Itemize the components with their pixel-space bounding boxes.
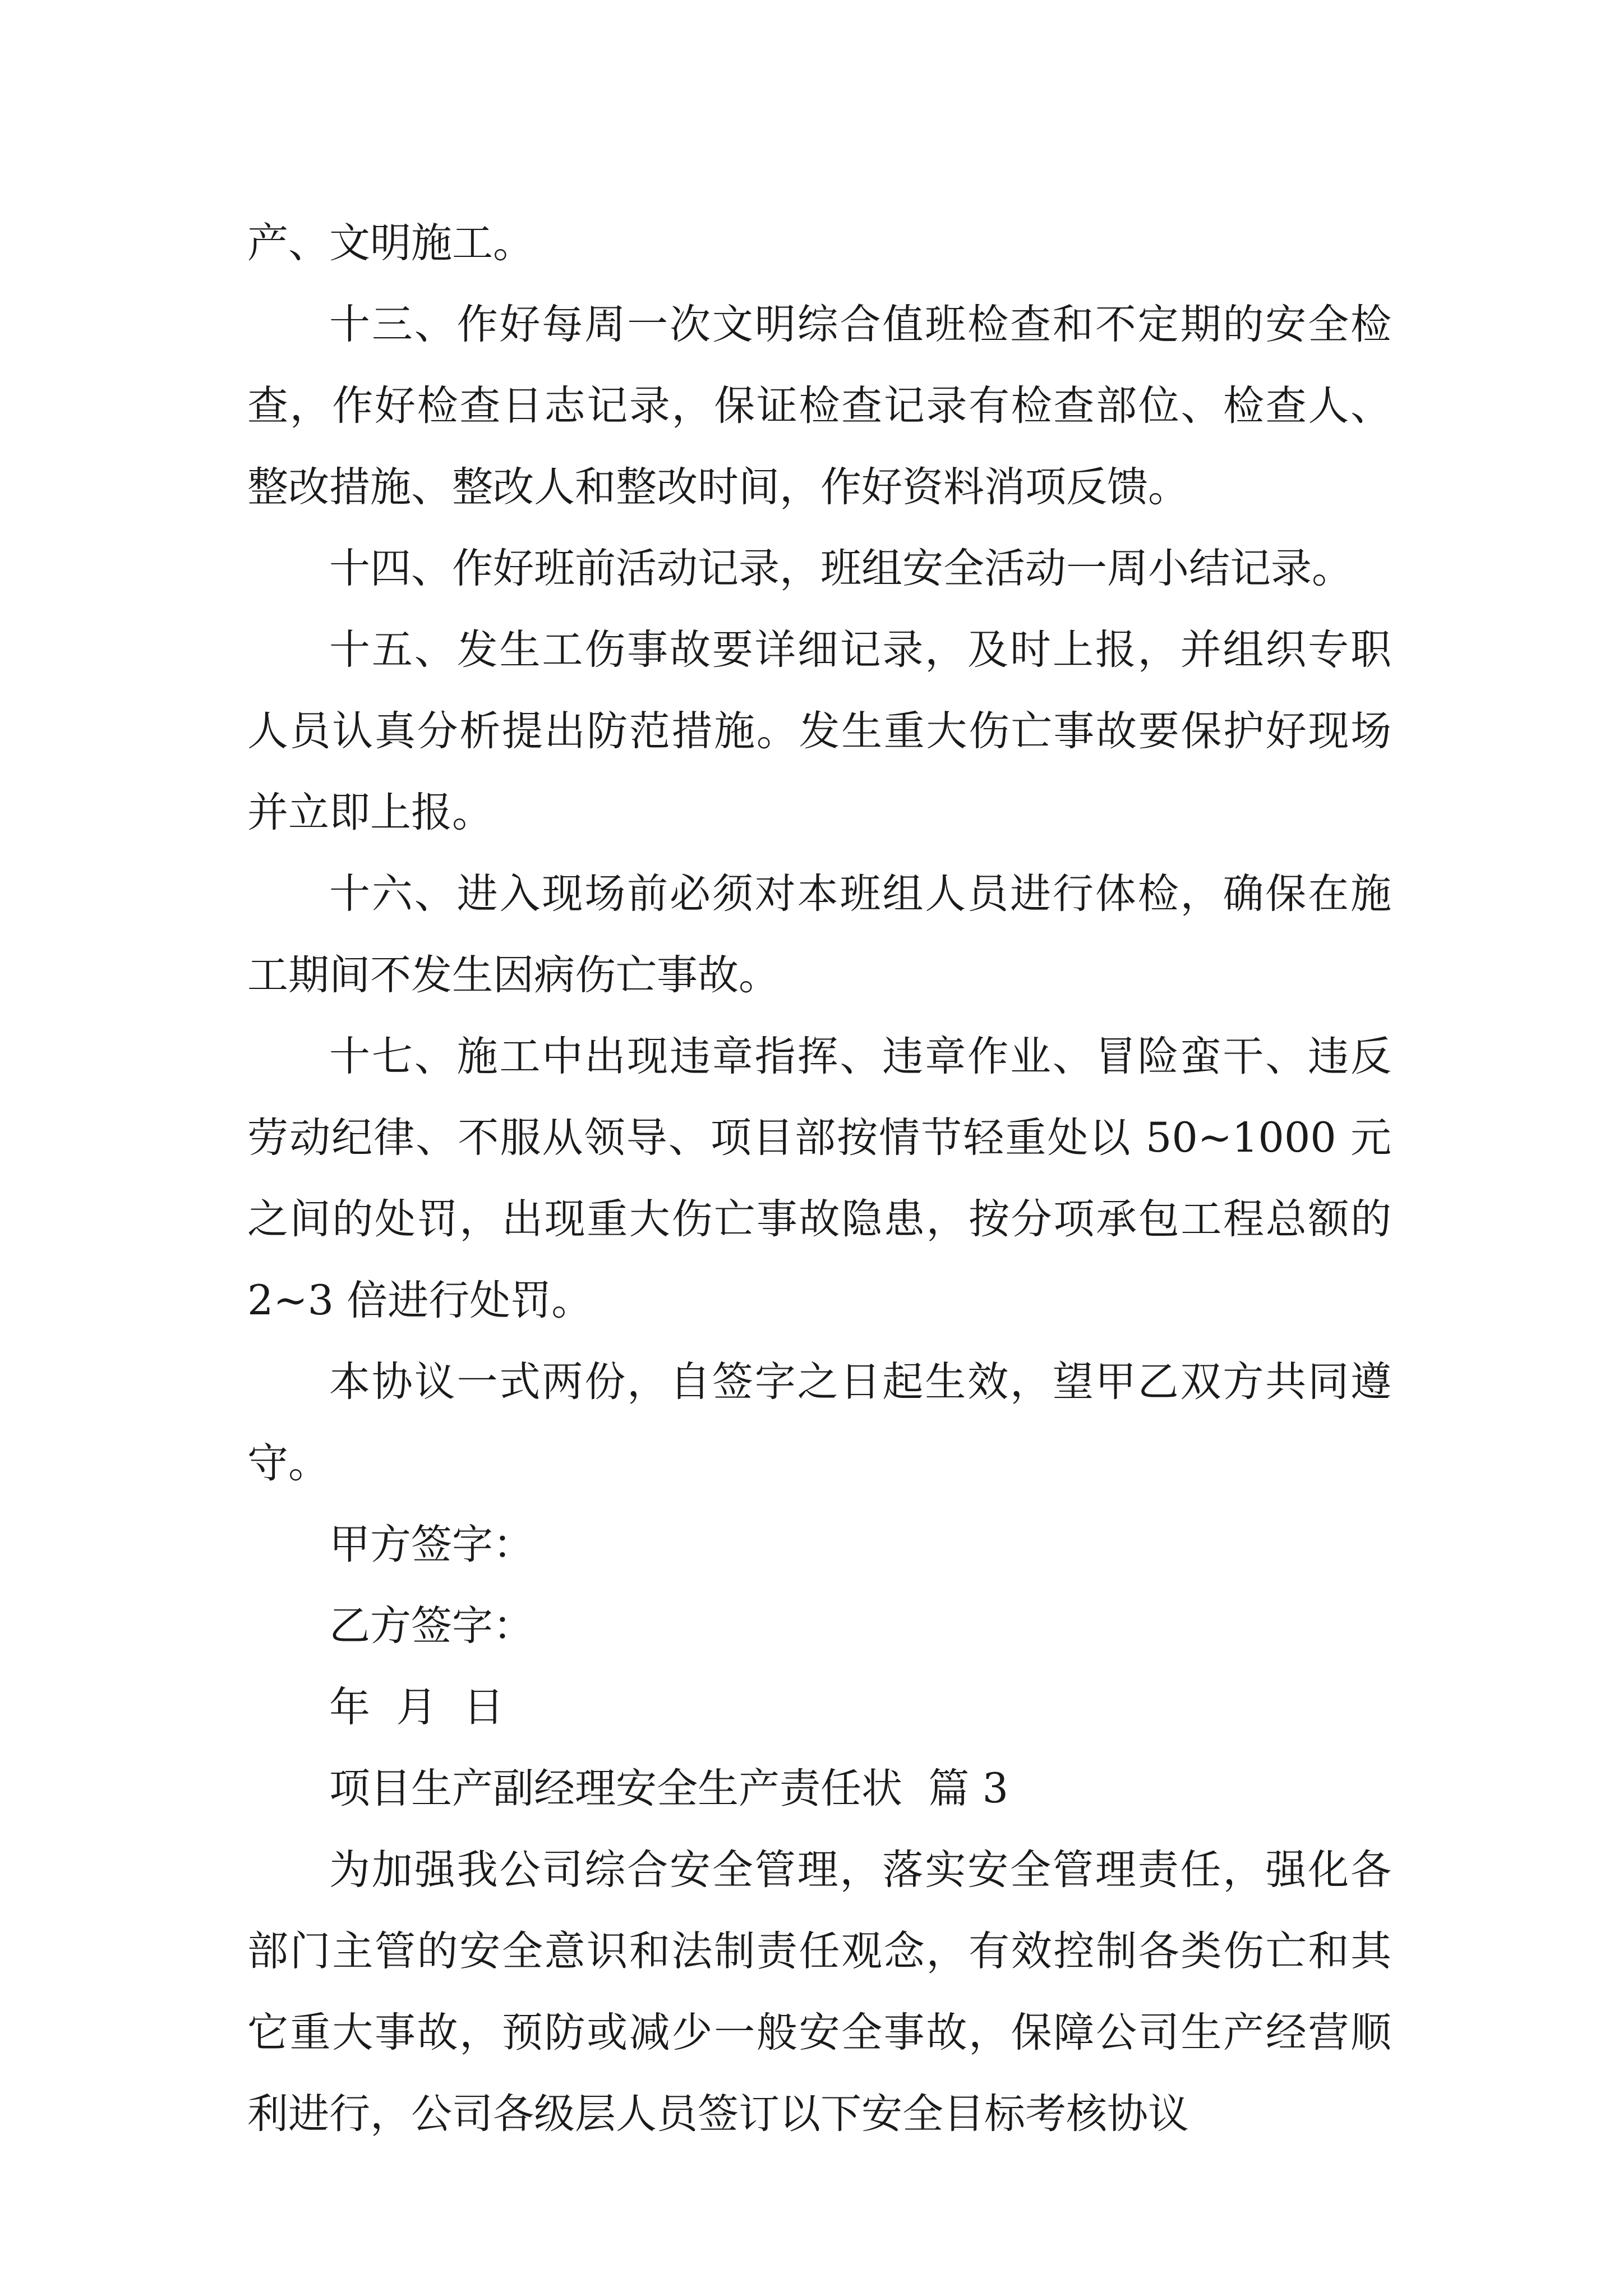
- document-body: [247, 203, 1391, 2155]
- signature-party-a: 甲方签字：: [329, 1521, 534, 1568]
- paragraph-continuation: 产、文明施工。: [247, 219, 534, 267]
- paragraph-clause-17: 十七、施工中出现违章指挥、违章作业、冒险蛮干、违反劳动纪律、不服从领导、项目部按情节轻重处以 50~1000 元之间的处罚，出现重大伤亡事故隐患，按分项承包工程总额的 2~3 倍进行处罚。: [247, 1033, 1391, 1324]
- section-heading: 项目生产副经理安全生产责任状 篇 3: [329, 1765, 1009, 1812]
- signature-party-b: 乙方签字：: [329, 1602, 534, 1650]
- paragraph-clause-15: 十五、发生工伤事故要详细记录，及时上报，并组织专职人员认真分析提出防范措施。发生重大伤亡事故要保护好现场并立即上报。: [247, 626, 1391, 836]
- paragraph-agreement-terms: 本协议一式两份，自签字之日起生效，望甲乙双方共同遵守。: [247, 1358, 1391, 1487]
- paragraph-clause-13: 十三、作好每周一次文明综合值班检查和不定期的安全检查，作好检查日志记录，保证检查记录有检查部位、检查人、整改措施、整改人和整改时间，作好资料消项反馈。: [247, 301, 1391, 511]
- paragraph-clause-16: 十六、进入现场前必须对本班组人员进行体检，确保在施工期间不发生因病伤亡事故。: [247, 870, 1391, 999]
- signature-date: 年 月 日: [329, 1683, 504, 1731]
- paragraph-clause-14: 十四、作好班前活动记录，班组安全活动一周小结记录。: [329, 545, 1353, 592]
- paragraph-intro: 为加强我公司综合安全管理，落实安全管理责任，强化各部门主管的安全意识和法制责任观念，有效控制各类伤亡和其它重大事故，预防或减少一般安全事故，保障公司生产经营顺利进行，公司各级层人员签订以下安全目标考核协议: [247, 1846, 1391, 2138]
